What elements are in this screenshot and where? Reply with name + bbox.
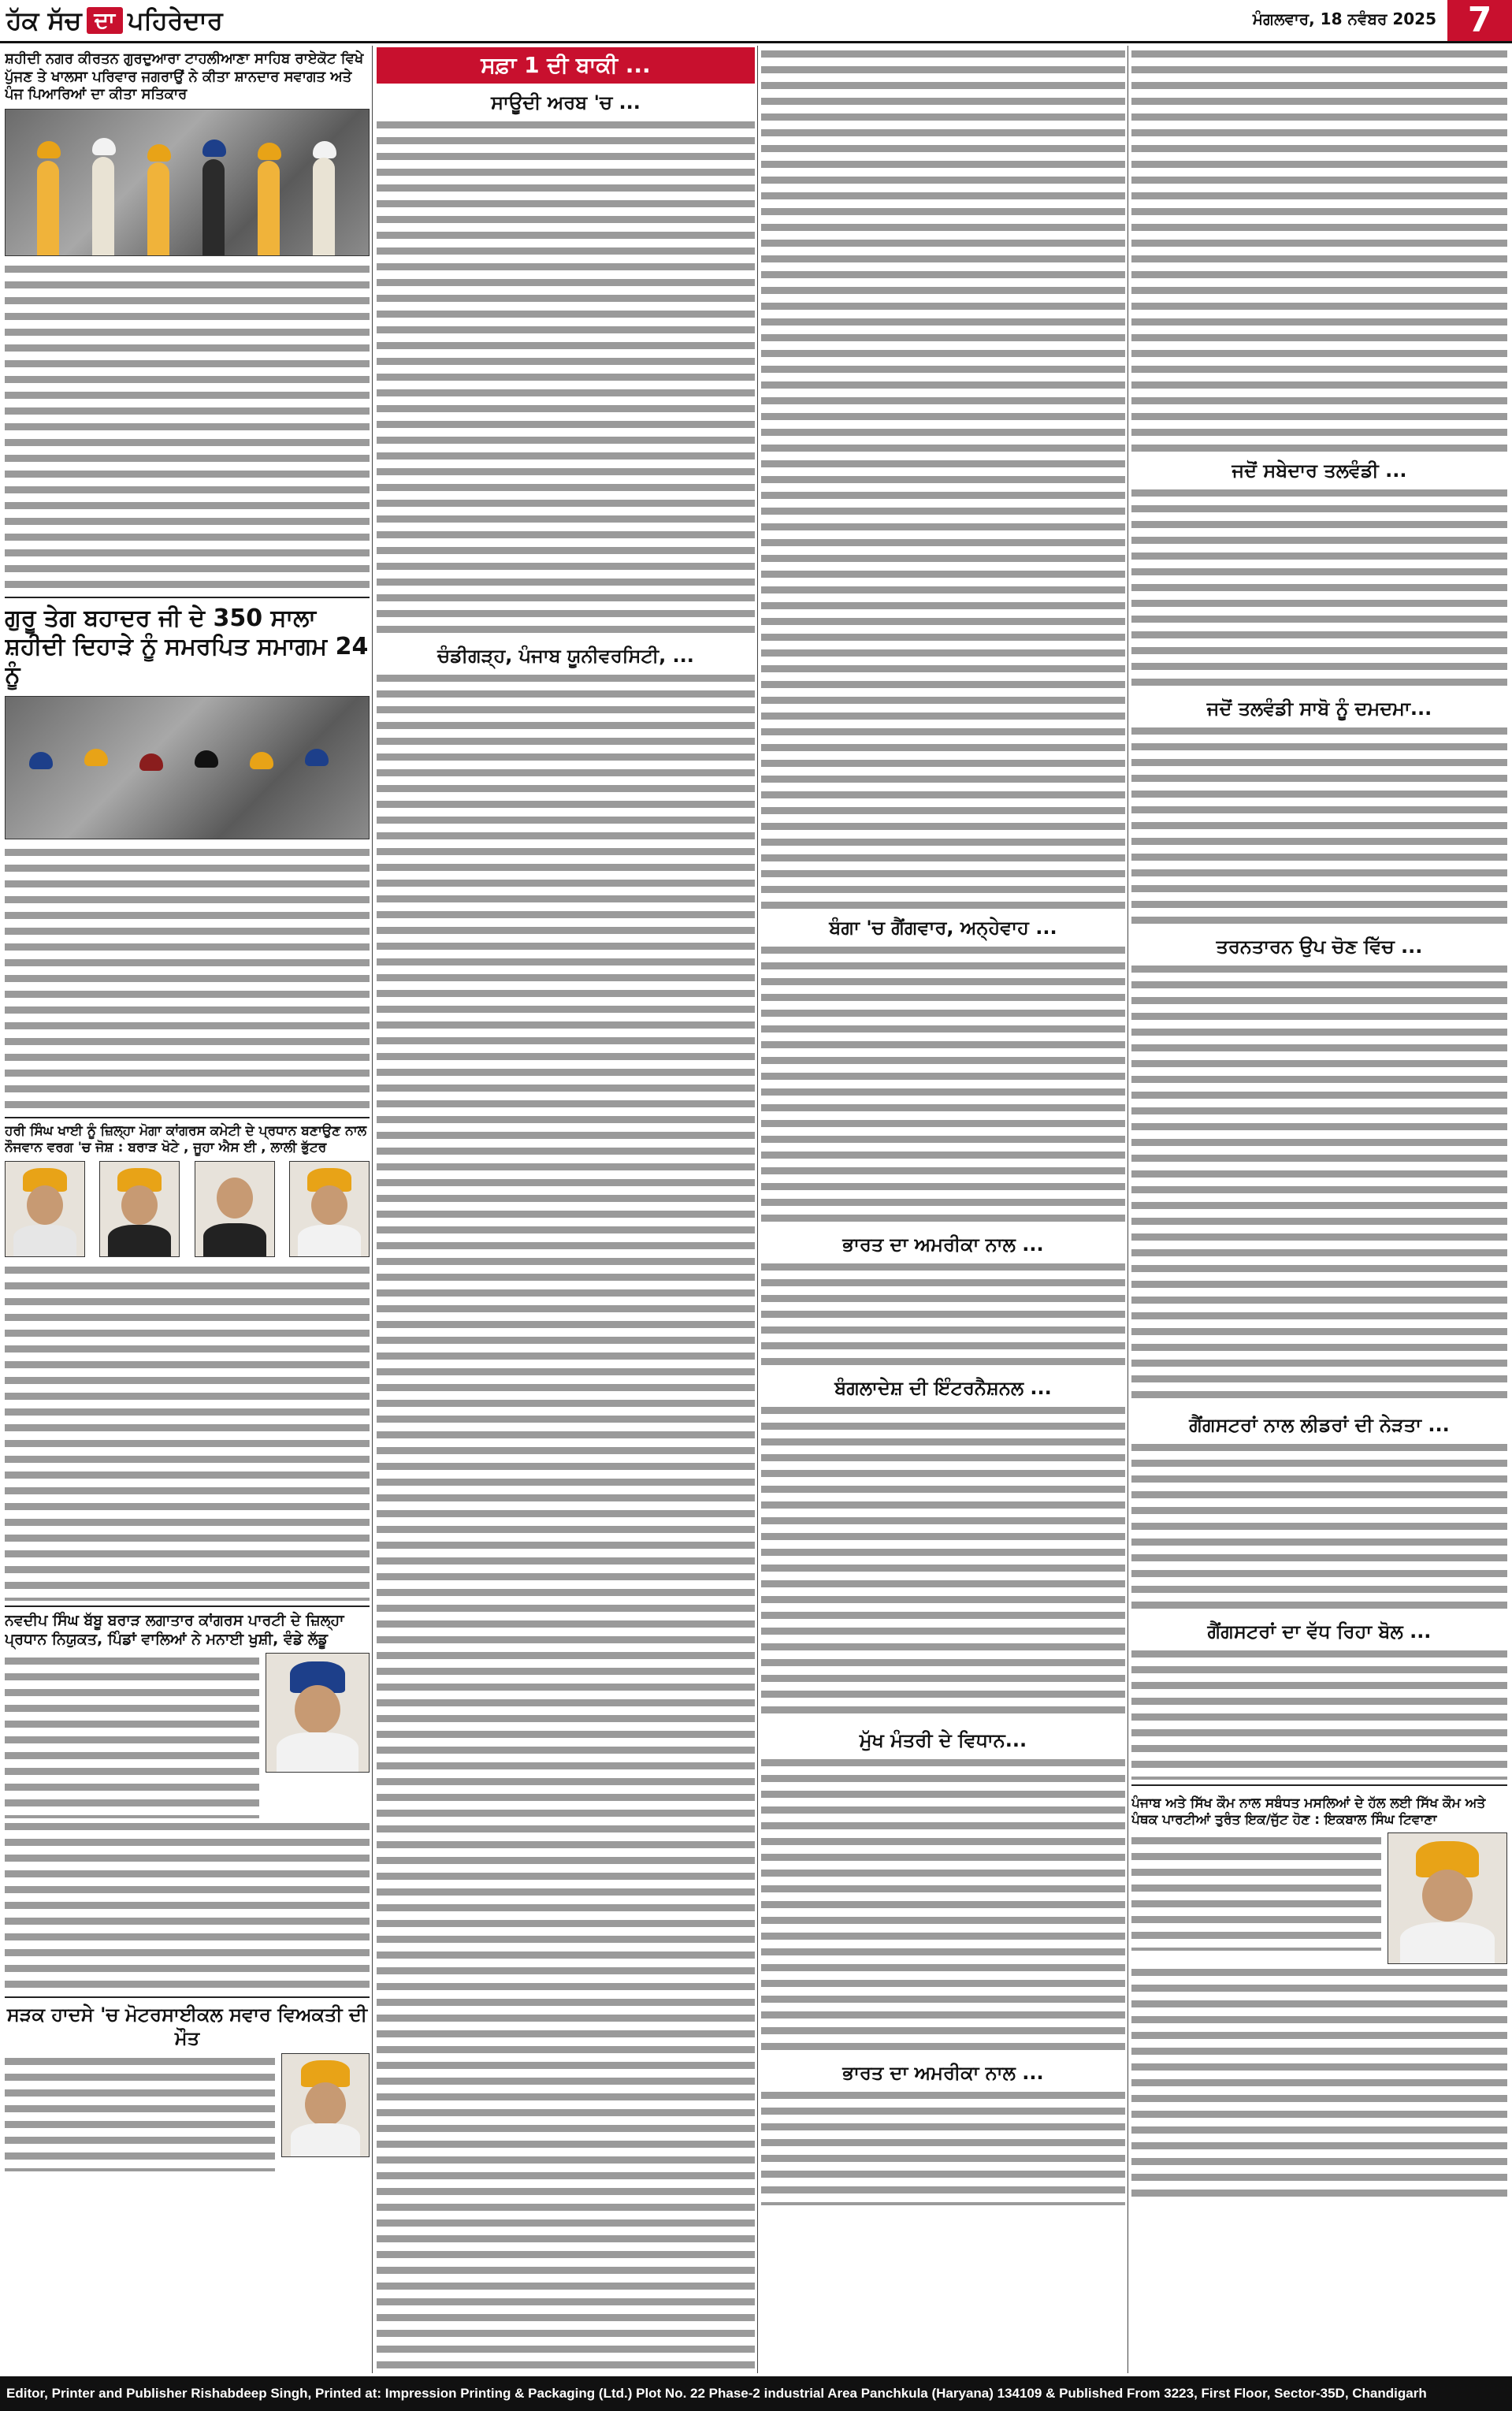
article-text [1131,961,1507,1406]
column-divider [372,46,373,2373]
sikh-unity-headline: ਪੰਜਾਬ ਅਤੇ ਸਿੱਖ ਕੌਮ ਨਾਲ ਸਬੰਧਤ ਮਸਲਿਆਂ ਦੇ ਹੱਲ ਲਈ ਸਿੱਖ ਕੌਮ ਅਤੇ ਪੰਥਕ ਪਾਰਟੀਆਂ ਤੁਰੰਤ ਇਕ/ਜੁੱਟ ਹੋਣ : ਇਕਬਾਲ ਸਿੰਘ ਟਿਵਾਣਾ [1131,1795,1486,1829]
program-photo [5,696,370,839]
masthead [0,0,1512,43]
logo-mid-text: ਦਾ [87,7,124,34]
damdama-headline: ਜਦੋਂ ਤਲਵੰਡੀ ਸਾਬੋ ਨੂੰ ਦਮਦਮਾ... [1206,698,1432,720]
article-text [5,1262,370,1601]
navdeep-headline: ਨਵਦੀਪ ਸਿੰਘ ਬੱਬੂ ਬਰਾੜ ਲਗਾਤਾਰ ਕਾਂਗਰਸ ਪਾਰਟੀ ਦੇ ਜ਼ਿਲ੍ਹਾ ਪ੍ਰਧਾਨ ਨਿਯੁਕਤ, ਪਿੰਡਾਂ ਵਾਲਿਆਂ ਨੇ ਮਨਾਈ ਖੁਸ਼ੀ, ਵੰਡੇ ਲੱਡੂ [5,1612,344,1648]
article-text [761,1259,1125,1369]
portrait-photo [289,1161,370,1257]
lead-headline: ਸ਼ਹੀਦੀ ਨਗਰ ਕੀਰਤਨ ਗੁਰਦੁਆਰਾ ਟਾਹਲੀਆਣਾ ਸਾਹਿਬ ਰਾਏਕੋਟ ਵਿਖੇ ਪੁੱਜਣ ਤੇ ਖਾਲਸਾ ਪਰਿਵਾਰ ਜਗਰਾਉਂ ਨੇ ਕੀਤਾ ਸ਼ਾਨਦਾਰ ਸਵਾਗਤ ਅਤੇ ਪੰਜ ਪਿਆਰਿਆਂ ਦਾ ਕੀਤਾ ਸਤਿਕਾਰ [5,50,364,102]
article-text [761,942,1125,1226]
navdeep-portrait [266,1653,370,1773]
page-number: 7 [1447,0,1512,41]
logo-right-text: ਪਹਿਰੇਦਾਰ [128,5,223,35]
publisher-imprint: Editor, Printer and Publisher Rishabdeep Singh, Printed at: Impression Printing & Packaging (Ltd.) Plot No. 22 Phase-2 industrial Area Panchkula (Haryana) 134109 & Published From 3223, First Floor, Sector-35D, Chandigarh [0,2376,1512,2411]
continued-banner: ਸਫ਼ਾ 1 ਦੀ ਬਾਕੀ ... [377,47,755,84]
article-text [1131,1832,1381,1951]
column-3 [761,46,1125,2373]
column-2 [377,46,755,2373]
portraits-row [5,1161,370,1257]
bangha-headline: ਬੰਗਾ 'ਚ ਗੈਂਗਵਾਰ, ਅਨ੍ਹੇਵਾਹ ... [829,917,1057,939]
gangsters-rising-headline: ਗੈਂਗਸਟਰਾਂ ਦਾ ਵੱਧ ਰਿਹਾ ਬੋਲ ... [1207,1620,1432,1643]
article-text [761,1754,1125,2054]
tarn-taran-headline: ਤਰਨਤਾਰਨ ਉਪ ਚੋਣ ਵਿੱਚ ... [1216,936,1423,958]
newspaper-logo [6,2,223,39]
article-text [1131,1439,1507,1613]
article-text [377,670,755,2372]
column-divider [757,46,758,2373]
article-text [761,46,1125,909]
india-usa-headline-2: ਭਾਰਤ ਦਾ ਅਮਰੀਕਾ ਨਾਲ ... [842,2062,1044,2084]
iqbal-singh-portrait [1388,1832,1507,1964]
article-text [1131,1964,1507,2201]
procession-photo [5,109,370,256]
bangladesh-headline: ਬੰਗਲਾਦੇਸ਼ ਦੀ ਇੰਟਰਨੈਸ਼ਨਲ ... [834,1377,1052,1399]
accident-headline: ਸੜਕ ਹਾਦਸੇ 'ਚ ਮੋਟਰਸਾਈਕਲ ਸਵਾਰ ਵਿਅਕਤੀ ਦੀ ਮੌਤ [6,2003,368,2049]
issue-date: ਮੰਗਲਵਾਰ, 18 ਨਵੰਬਰ 2025 [1252,9,1436,28]
article-text [1131,723,1507,928]
chief-minister-headline: ਮੁੱਖ ਮੰਤਰੀ ਦੇ ਵਿਧਾਨ... [859,1729,1027,1751]
article-text [5,2053,275,2171]
column-4 [1131,46,1507,2373]
talwandi-headline: ਜਦੋਂ ਸਬੇਦਾਰ ਤਲਵੰਡੀ ... [1232,460,1407,482]
column-1 [5,46,370,2373]
portrait-photo [195,1161,275,1257]
article-text [5,844,370,1112]
logo-left-text: ਹੱਕ ਸੱਚ [6,5,82,35]
article-text [761,1402,1125,1721]
article-text [5,261,370,592]
article-text [5,1818,370,1992]
chandigarh-headline: ਚੰਡੀਗੜ੍ਹ, ਪੰਜਾਬ ਯੂਨੀਵਰਸਿਟੀ, ... [437,645,694,667]
article-text [377,117,755,637]
deceased-portrait [281,2053,370,2157]
article-text [5,1653,259,1818]
hari-singh-headline: ਹਰੀ ਸਿੰਘ ਖਾਈ ਨੂੰ ਜ਼ਿਲ੍ਹਾ ਮੋਗਾ ਕਾਂਗਰਸ ਕਮੇਟੀ ਦੇ ਪ੍ਰਧਾਨ ਬਣਾਉਣ ਨਾਲ ਨੌਜਵਾਨ ਵਰਗ 'ਚ ਜੋਸ਼ : ਬਰਾੜ ਖੋਟੇ , ਜੂਹਾ ਐਸ ਈ , ਲਾਲੀ ਭੁੱਟਰ [5,1122,367,1155]
gangsters-leaders-headline: ਗੈਂਗਸਟਰਾਂ ਨਾਲ ਲੀਡਰਾਂ ਦੀ ਨੇੜਤਾ ... [1189,1414,1450,1436]
article-text [1131,46,1507,452]
saudi-headline: ਸਾਊਦੀ ਅਰਬ 'ਚ ... [491,91,641,113]
article-text [1131,485,1507,690]
column-divider [1127,46,1128,2373]
article-text [761,2087,1125,2205]
india-usa-headline: ਭਾਰਤ ਦਾ ਅਮਰੀਕਾ ਨਾਲ ... [842,1233,1044,1256]
guru-tegh-bahadur-headline: ਗੁਰੂ ਤੇਗ ਬਹਾਦਰ ਜੀ ਦੇ 350 ਸਾਲਾ ਸ਼ਹੀਦੀ ਦਿਹਾੜੇ ਨੂੰ ਸਮਰਪਿਤ ਸਮਾਗਮ 24 ਨੂੰ [5,604,369,689]
portrait-photo [5,1161,85,1257]
portrait-photo [99,1161,180,1257]
article-text [1131,1646,1507,1780]
